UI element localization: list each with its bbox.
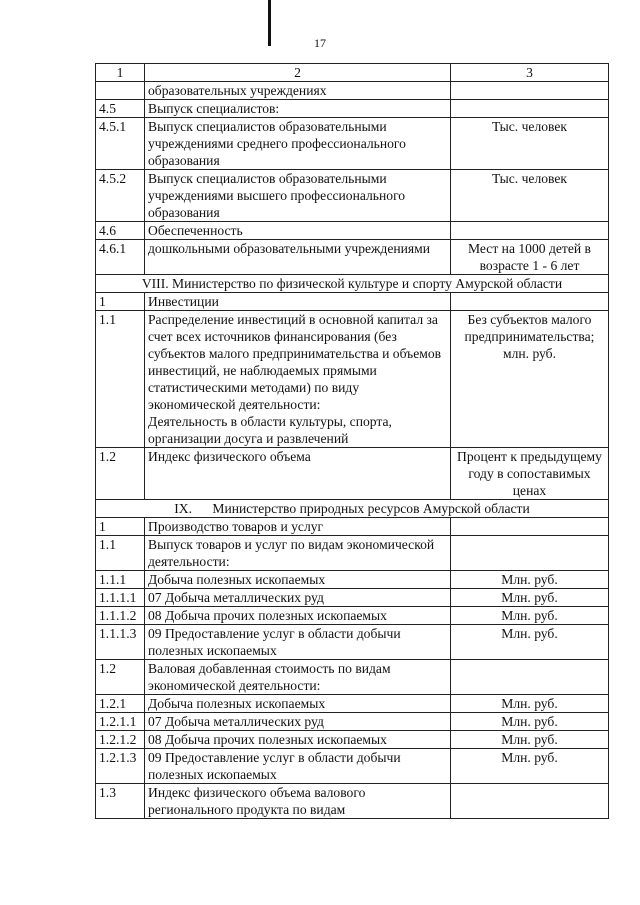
table-row (96, 784, 609, 819)
table-row (96, 448, 609, 500)
indicator-name: 08 Добыча прочих полезных ископаемых (145, 607, 451, 625)
unit (451, 82, 609, 100)
indicator-name: Производство товаров и услуг (145, 518, 451, 536)
table-row (96, 536, 609, 571)
row-number: 1.1.1.2 (96, 607, 145, 625)
table-row (96, 170, 609, 222)
unit: Млн. руб. (451, 607, 609, 625)
unit: Млн. руб. (451, 695, 609, 713)
unit: Млн. руб. (451, 731, 609, 749)
indicator-name: Выпуск специалистов образовательными учреждениями высшего профессионального образования (145, 170, 451, 222)
indicator-name: Индекс физического объема (145, 448, 451, 500)
indicator-name: 07 Добыча металлических руд (145, 589, 451, 607)
row-number (96, 82, 145, 100)
unit: Мест на 1000 детей в возрасте 1 - 6 лет (451, 240, 609, 275)
header-col-2: 2 (145, 64, 451, 82)
table-row (96, 607, 609, 625)
table-row (96, 571, 609, 589)
unit (451, 536, 609, 571)
row-number: 4.6 (96, 222, 145, 240)
section-title: IX. Министерство природных ресурсов Амурской области (96, 500, 609, 518)
row-number: 4.5 (96, 100, 145, 118)
indicator-name: Валовая добавленная стоимость по видам экономической деятельности: (145, 660, 451, 695)
table-row (96, 222, 609, 240)
table-row (96, 731, 609, 749)
row-number: 1 (96, 293, 145, 311)
unit (451, 660, 609, 695)
indicator-name: образовательных учреждениях (145, 82, 451, 100)
table-row (96, 749, 609, 784)
indicator-name: Выпуск специалистов: (145, 100, 451, 118)
unit: Тыс. человек (451, 170, 609, 222)
row-number: 1.2 (96, 660, 145, 695)
indicator-name: Индекс физического объема валового регионального продукта по видам (145, 784, 451, 819)
row-number: 1.1 (96, 536, 145, 571)
row-number: 4.5.1 (96, 118, 145, 170)
unit: Млн. руб. (451, 625, 609, 660)
row-number: 4.5.2 (96, 170, 145, 222)
indicator-name: 09 Предоставление услуг в области добычи полезных ископаемых (145, 749, 451, 784)
table-header-row (96, 64, 609, 82)
table-row (96, 293, 609, 311)
header-col-1: 1 (96, 64, 145, 82)
row-number: 1.1.1.1 (96, 589, 145, 607)
row-number: 1.1 (96, 311, 145, 448)
row-number: 1.2 (96, 448, 145, 500)
header-col-3: 3 (451, 64, 609, 82)
row-number: 1.2.1.1 (96, 713, 145, 731)
unit: Млн. руб. (451, 749, 609, 784)
indicator-name: Инвестиции (145, 293, 451, 311)
table-row (96, 660, 609, 695)
unit: Млн. руб. (451, 713, 609, 731)
row-number: 1.2.1.3 (96, 749, 145, 784)
table-row (96, 118, 609, 170)
indicator-name: 08 Добыча прочих полезных ископаемых (145, 731, 451, 749)
table-row (96, 240, 609, 275)
unit (451, 100, 609, 118)
row-number: 1.2.1 (96, 695, 145, 713)
indicator-name: 09 Предоставление услуг в области добычи полезных ископаемых (145, 625, 451, 660)
indicator-name: Добыча полезных ископаемых (145, 695, 451, 713)
unit (451, 784, 609, 819)
unit (451, 293, 609, 311)
unit: Млн. руб. (451, 589, 609, 607)
table-row (96, 311, 609, 448)
table-row (96, 518, 609, 536)
unit (451, 518, 609, 536)
row-number: 1.3 (96, 784, 145, 819)
table-row (96, 589, 609, 607)
unit: Тыс. человек (451, 118, 609, 170)
indicator-name: Выпуск товаров и услуг по видам экономической деятельности: (145, 536, 451, 571)
row-number: 4.6.1 (96, 240, 145, 275)
page-number: 17 (314, 36, 326, 50)
table-row (96, 695, 609, 713)
indicator-name: Добыча полезных ископаемых (145, 571, 451, 589)
row-number: 1.1.1 (96, 571, 145, 589)
unit: Без субъектов малого предпринимательства; млн. руб. (451, 311, 609, 448)
unit: Млн. руб. (451, 571, 609, 589)
indicator-name: Распределение инвестиций в основной капитал за счет всех источников финансирования (без субъектов малого предпринимательства и объемов инвестиций, не наблюдаемых прямыми статистическими методами) по виду экономической деятельности: Деятельность в области культуры, спорта, организации досуга и развлечений (145, 311, 451, 448)
indicator-name: 07 Добыча металлических руд (145, 713, 451, 731)
section-title: VIII. Министерство по физической культуре и спорту Амурской области (96, 275, 609, 293)
row-number: 1.2.1.2 (96, 731, 145, 749)
row-number: 1.1.1.3 (96, 625, 145, 660)
table-row (96, 100, 609, 118)
indicator-name: дошкольными образовательными учреждениями (145, 240, 451, 275)
indicator-name: Выпуск специалистов образовательными учреждениями среднего профессионального образования (145, 118, 451, 170)
unit (451, 222, 609, 240)
row-number: 1 (96, 518, 145, 536)
table-row (96, 625, 609, 660)
table-row (96, 713, 609, 731)
table-row (96, 82, 609, 100)
section-row (96, 275, 609, 293)
indicator-name: Обеспеченность (145, 222, 451, 240)
section-row (96, 500, 609, 518)
unit: Процент к предыдущему году в сопоставимых ценах (451, 448, 609, 500)
indicators-table (95, 63, 609, 819)
